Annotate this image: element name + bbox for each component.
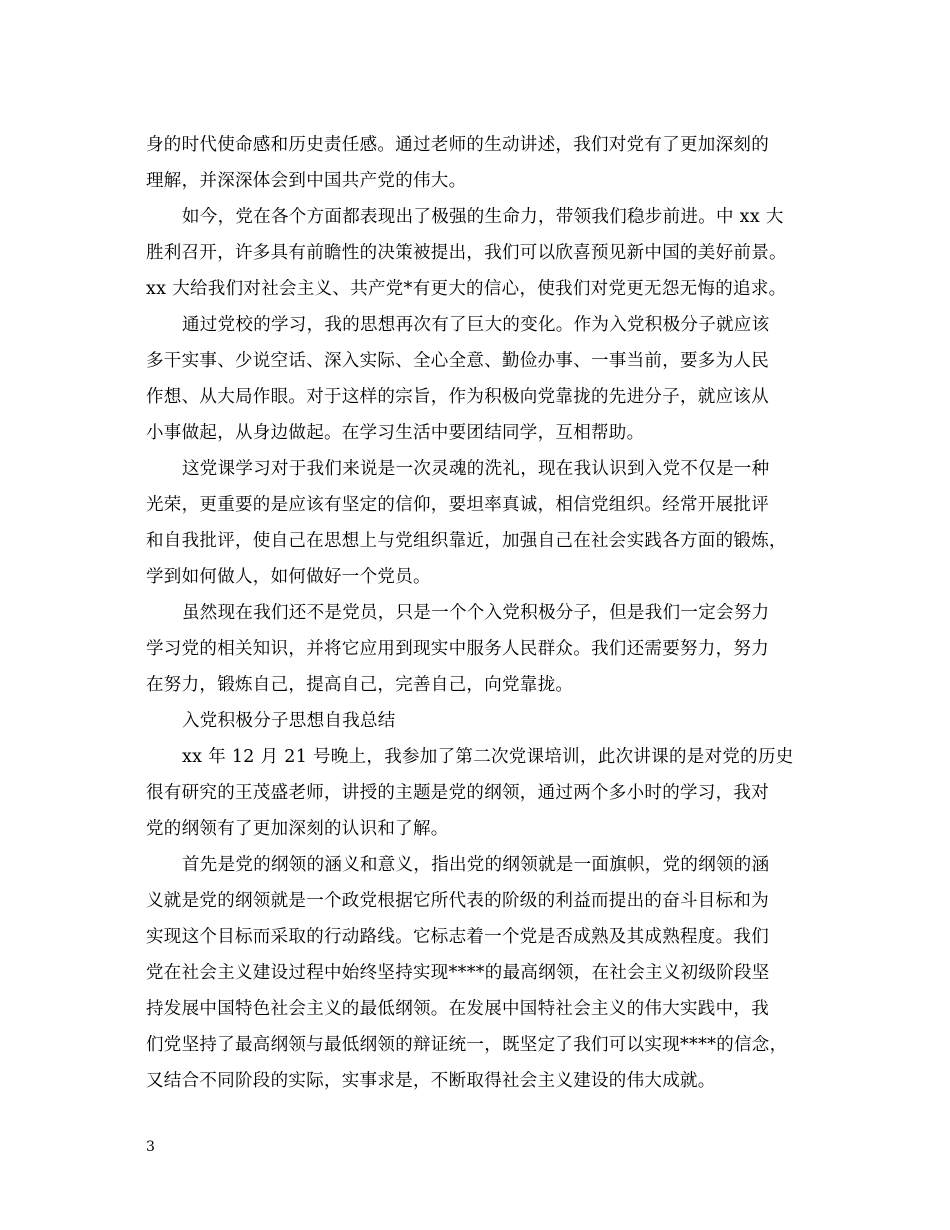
text-line: 这党课学习对于我们来说是一次灵魂的洗礼，现在我认识到入党不仅是一种 (182, 459, 770, 479)
text-line: 虽然现在我们还不是党员，只是一个个入党积极分子，但是我们一定会努力 (182, 603, 770, 623)
text-line: 通过党校的学习，我的思想再次有了巨大的变化。作为入党积极分子就应该 (182, 315, 770, 335)
text-line: 入党积极分子思想自我总结 (182, 711, 396, 731)
text-line: 光荣，更重要的是应该有坚定的信仰，要坦率真诚，相信党组织。经常开展批评 (146, 495, 769, 515)
text-line: xx 大给我们对社会主义、共产党*有更大的信心，使我们对党更无怨无悔的追求。 (146, 279, 787, 299)
text-line: 身的时代使命感和历史责任感。通过老师的生动讲述，我们对党有了更加深刻的 (146, 135, 769, 155)
document-body (146, 127, 806, 1099)
text-line: 作想、从大局作眼。对于这样的宗旨，作为积极向党靠拢的先进分子，就应该从 (146, 387, 769, 407)
paragraph (146, 127, 806, 199)
text-line: 又结合不同阶段的实际，实事求是，不断取得社会主义建设的伟大成就。 (146, 1071, 716, 1091)
text-line: 很有研究的王茂盛老师，讲授的主题是党的纲领，通过两个多小时的学习，我对 (146, 783, 769, 803)
text-line: 实现这个目标而采取的行动路线。它标志着一个党是否成熟及其成熟程度。我们 (146, 927, 769, 947)
text-line: 学习党的相关知识，并将它应用到现实中服务人民群众。我们还需要努力，努力 (146, 639, 769, 659)
text-line: 义就是党的纲领就是一个政党根据它所代表的阶级的利益而提出的奋斗目标和为 (146, 891, 769, 911)
paragraph (146, 307, 806, 451)
text-line: 如今，党在各个方面都表现出了极强的生命力，带领我们稳步前进。中 xx 大 (182, 207, 784, 227)
text-line: 党的纲领有了更加深刻的认识和了解。 (146, 819, 449, 839)
text-line: 和自我批评，使自己在思想上与党组织靠近，加强自己在社会实践各方面的锻炼， (146, 531, 787, 551)
paragraph (146, 847, 806, 1099)
paragraph (146, 703, 806, 739)
paragraph (146, 451, 806, 595)
text-line: 学到如何做人，如何做好一个党员。 (146, 567, 431, 587)
text-line: 党在社会主义建设过程中始终坚持实现****的最高纲领，在社会主义初级阶段坚 (146, 963, 770, 983)
text-line: 胜利召开，许多具有前瞻性的决策被提出，我们可以欣喜预见新中国的美好前景。 (146, 243, 787, 263)
paragraph (146, 595, 806, 703)
text-line: xx 年 12 月 21 号晚上，我参加了第二次党课培训，此次讲课的是对党的历史 (182, 747, 794, 767)
text-line: 首先是党的纲领的涵义和意义，指出党的纲领就是一面旗帜，党的纲领的涵 (182, 855, 770, 875)
text-line: 多干实事、少说空话、深入实际、全心全意、勤俭办事、一事当前，要多为人民 (146, 351, 769, 371)
text-line: 理解，并深深体会到中国共产党的伟大。 (146, 171, 467, 191)
text-line: 在努力，锻炼自己，提高自己，完善自己，向党靠拢。 (146, 675, 574, 695)
paragraph (146, 199, 806, 307)
page-number: 3 (146, 1139, 155, 1155)
text-line: 持发展中国特色社会主义的最低纲领。在发展中国特社会主义的伟大实践中，我 (146, 999, 769, 1019)
paragraph (146, 739, 806, 847)
text-line: 们党坚持了最高纲领与最低纲领的辩证统一，既坚定了我们可以实现****的信念， (146, 1035, 788, 1055)
text-line: 小事做起，从身边做起。在学习生活中要团结同学，互相帮助。 (146, 423, 645, 443)
